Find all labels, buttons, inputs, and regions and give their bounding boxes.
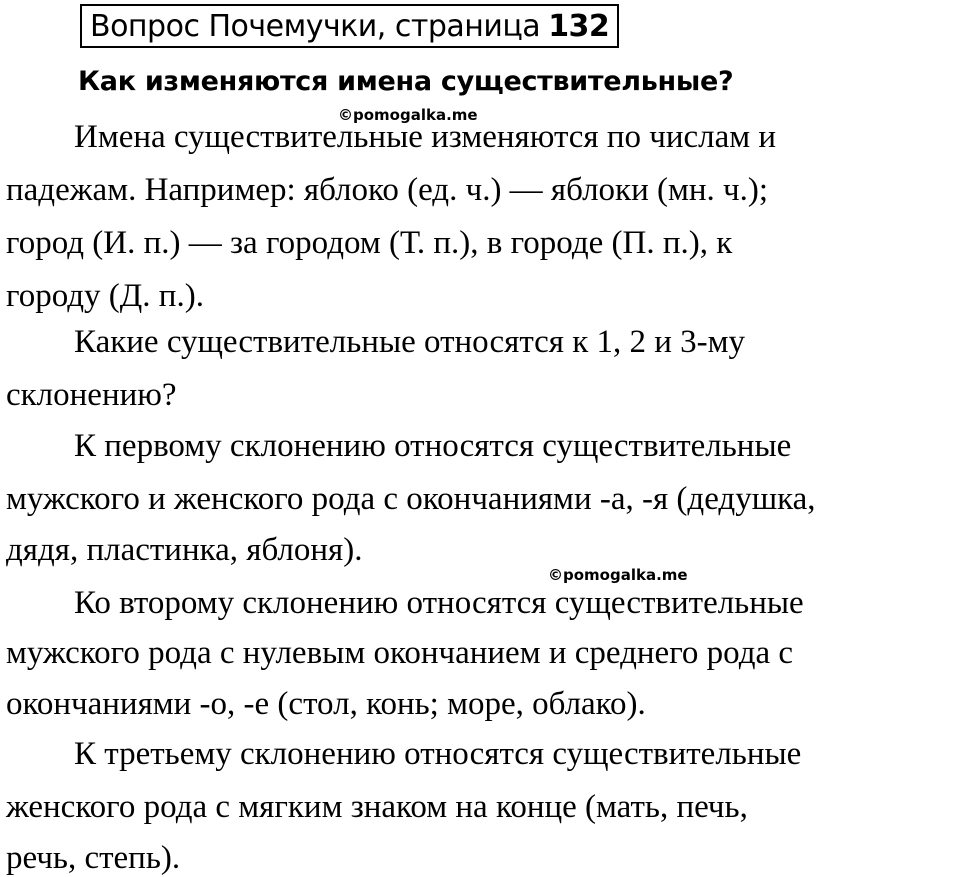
text-line: Имена существительные изменяются по числам и (74, 119, 777, 155)
question-title: Как изменяются имена существительные? (78, 66, 734, 97)
page-header-box (80, 4, 619, 48)
text-line: окончаниями -о, -е (стол, конь; море, облако). (6, 686, 646, 722)
text-line: женского рода с мягким знаком на конце (мать, печь, (6, 789, 748, 825)
watermark: ©pomogalka.me (338, 106, 478, 124)
header-page-number: 132 (548, 8, 610, 44)
text-line: падежам. Например: яблоко (ед. ч.) — яблоки (мн. ч.); (6, 172, 769, 208)
text-line: дядя, пластинка, яблоня). (6, 532, 363, 568)
text-line: Какие существительные относятся к 1, 2 и 3-му (74, 324, 746, 360)
watermark: ©pomogalka.me (548, 566, 688, 584)
text-line: речь, степь). (6, 840, 181, 876)
text-line: склонению? (6, 377, 177, 413)
text-line: К третьему склонению относятся существительные (74, 736, 802, 772)
text-line: городу (Д. п.). (6, 278, 204, 314)
text-line: Ко второму склонению относятся существительные (74, 585, 804, 621)
header-title: Вопрос Почемучки, страница (90, 8, 541, 44)
text-line: мужского и женского рода с окончаниями -а, -я (дедушка, (6, 481, 816, 517)
text-line: мужского рода с нулевым окончанием и среднего рода с (6, 635, 794, 671)
text-line: город (И. п.) — за городом (Т. п.), в городе (П. п.), к (6, 225, 733, 261)
text-line: К первому склонению относятся существительные (74, 428, 792, 464)
